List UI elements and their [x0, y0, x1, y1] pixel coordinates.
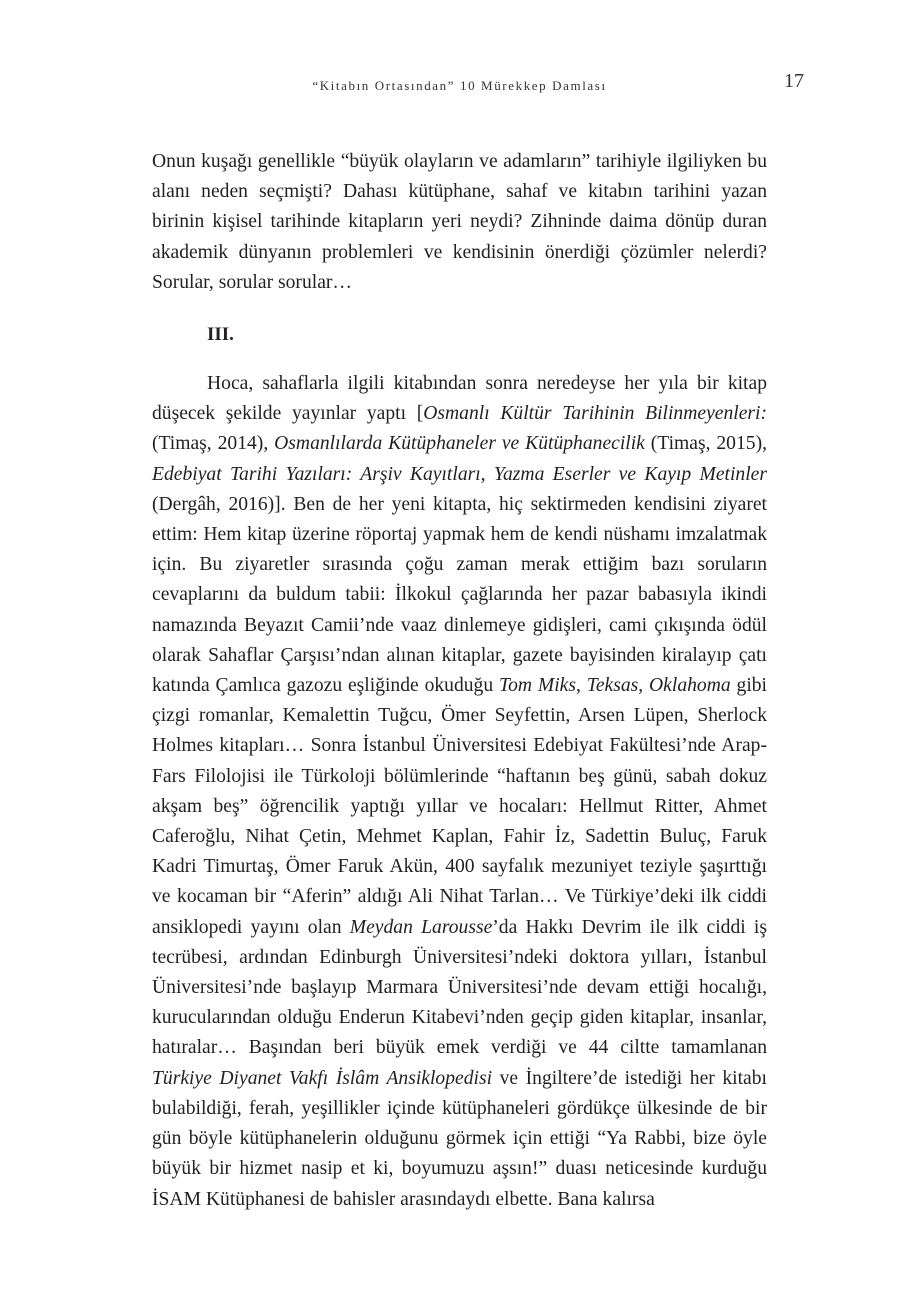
comic-title: Teksas — [586, 675, 639, 697]
text-segment: (Timaş, 2014), — [152, 433, 275, 455]
running-head: “Kitabın Ortasından” 10 Mürekkep Damlası — [312, 78, 607, 93]
text-segment: Hoca, sahaflarla ilgili kitabından sonra neredeyse her yıla bir kitap düşecek şekilde yayınlar yaptı [ — [152, 373, 767, 425]
body-text — [152, 147, 767, 1215]
text-segment: (Dergâh, 2016)]. Ben de her yeni kitapta, hiç sektirmeden kendisini ziyaret ettim: Hem kitap üzerine röportaj yapmak hem de kendi nüshamı imzalatmak için. Bu ziyaretler sırasında çoğu zaman merak ettiğim bazı soruların cevaplarını da buldum tabii: İlkokul çağlarında her pazar babasıyla ikindi namazında Beyazıt Camii’nde vaaz dinlemeye gidişleri, cami çıkışında ödül olarak Sahaflar Çarşısı’ndan alınan kitaplar, gazete bayisinden kiralayıp çatı katında Çamlıca gazozu eşliğinde okuduğu — [152, 493, 767, 697]
comic-title: Tom Miks — [499, 675, 576, 697]
text-segment: (Timaş, 2015), — [644, 433, 767, 455]
page-number: 17 — [784, 70, 804, 92]
book-title: Osmanlı Kültür Tarihinin Bilinmeyenleri: — [423, 403, 767, 425]
paragraph-1: Onun kuşağı genellikle “büyük olayların ve adamların” tarihiyle ilgiliyken bu alanı neden seçmişti? Dahası kütüphane, sahaf ve kitabın tarihini yazan birinin kişisel tarihinde kitapların yeri neydi? Zihninde daima dönüp duran akademik dünyanın problemleri ve kendisinin önerdiği çözümler nelerdi? Sorular, sorular sorular… — [152, 151, 767, 293]
section-heading: III. — [207, 324, 234, 346]
text-segment: , — [638, 675, 650, 697]
text-segment: ’da Hakkı Devrim ile ilk ciddi iş tecrübesi, ardından Edinburgh Üniversitesi’ndeki doktora yılları, İstanbul Üniversitesi’nde başlayıp Marmara Üniversitesi’nde devam ettiği hocalığı, kurucularından olduğu Enderun Kitabevi’nden geçip giden kitaplar, insanlar, hatıralar… Başından beri büyük emek verdiği ve 44 ciltte tamamlanan — [152, 916, 767, 1059]
book-title: Edebiyat Tarihi Yazıları: Arşiv Kayıtları, Yazma Eserler ve Kayıp Metinler — [152, 463, 767, 485]
text-segment: , — [575, 675, 587, 697]
comic-title: Oklahoma — [649, 675, 731, 697]
text-segment: gibi çizgi romanlar, Kemalettin Tuğcu, Ömer Seyfettin, Arsen Lüpen, Sherlock Holmes kitapları… Sonra İstanbul Üniversitesi Edebiyat Fakültesi’nde Arap-Fars Filolojisi ile Türkoloji bölümlerinde “haftanın beş günü, sabah dokuz akşam beş” öğrencilik yaptığı yıllar ve hocaları: Hellmut Ritter, Ahmet Caferoğlu, Nihat Çetin, Mehmet Kaplan, Fahir İz, Sadettin Buluç, Faruk Kadri Timurtaş, Ömer Faruk Akün, 400 sayfalık mezuniyet teziyle şaşırttığı ve kocaman bir “Aferin” aldığı Ali Nihat Tarlan… Ve Türkiye’deki ilk ciddi ansiklopedi yayını olan — [152, 675, 768, 938]
encyclopedia-title: Türkiye Diyanet Vakfı İslâm Ansiklopedisi — [152, 1067, 493, 1089]
paragraph-2 — [152, 369, 767, 1215]
text-segment: ve İngiltere’de istediği her kitabı bulabildiği, ferah, yeşillikler içinde kütüphaneleri gördükçe ülkesinde de bir gün böyle kütüphanelerin olduğunu görmek için ettiği “Ya Rabbi, bize öyle büyük bir hizmet nasip et ki, boyumuzu aşsın!” duası neticesinde kurduğu İSAM Kütüphanesi de bahisler arasındaydı elbette. Bana kalırsa — [152, 1067, 767, 1210]
encyclopedia-title: Meydan Larousse — [349, 916, 493, 938]
book-title: Osmanlılarda Kütüphaneler ve Kütüphanecilik — [274, 433, 645, 455]
